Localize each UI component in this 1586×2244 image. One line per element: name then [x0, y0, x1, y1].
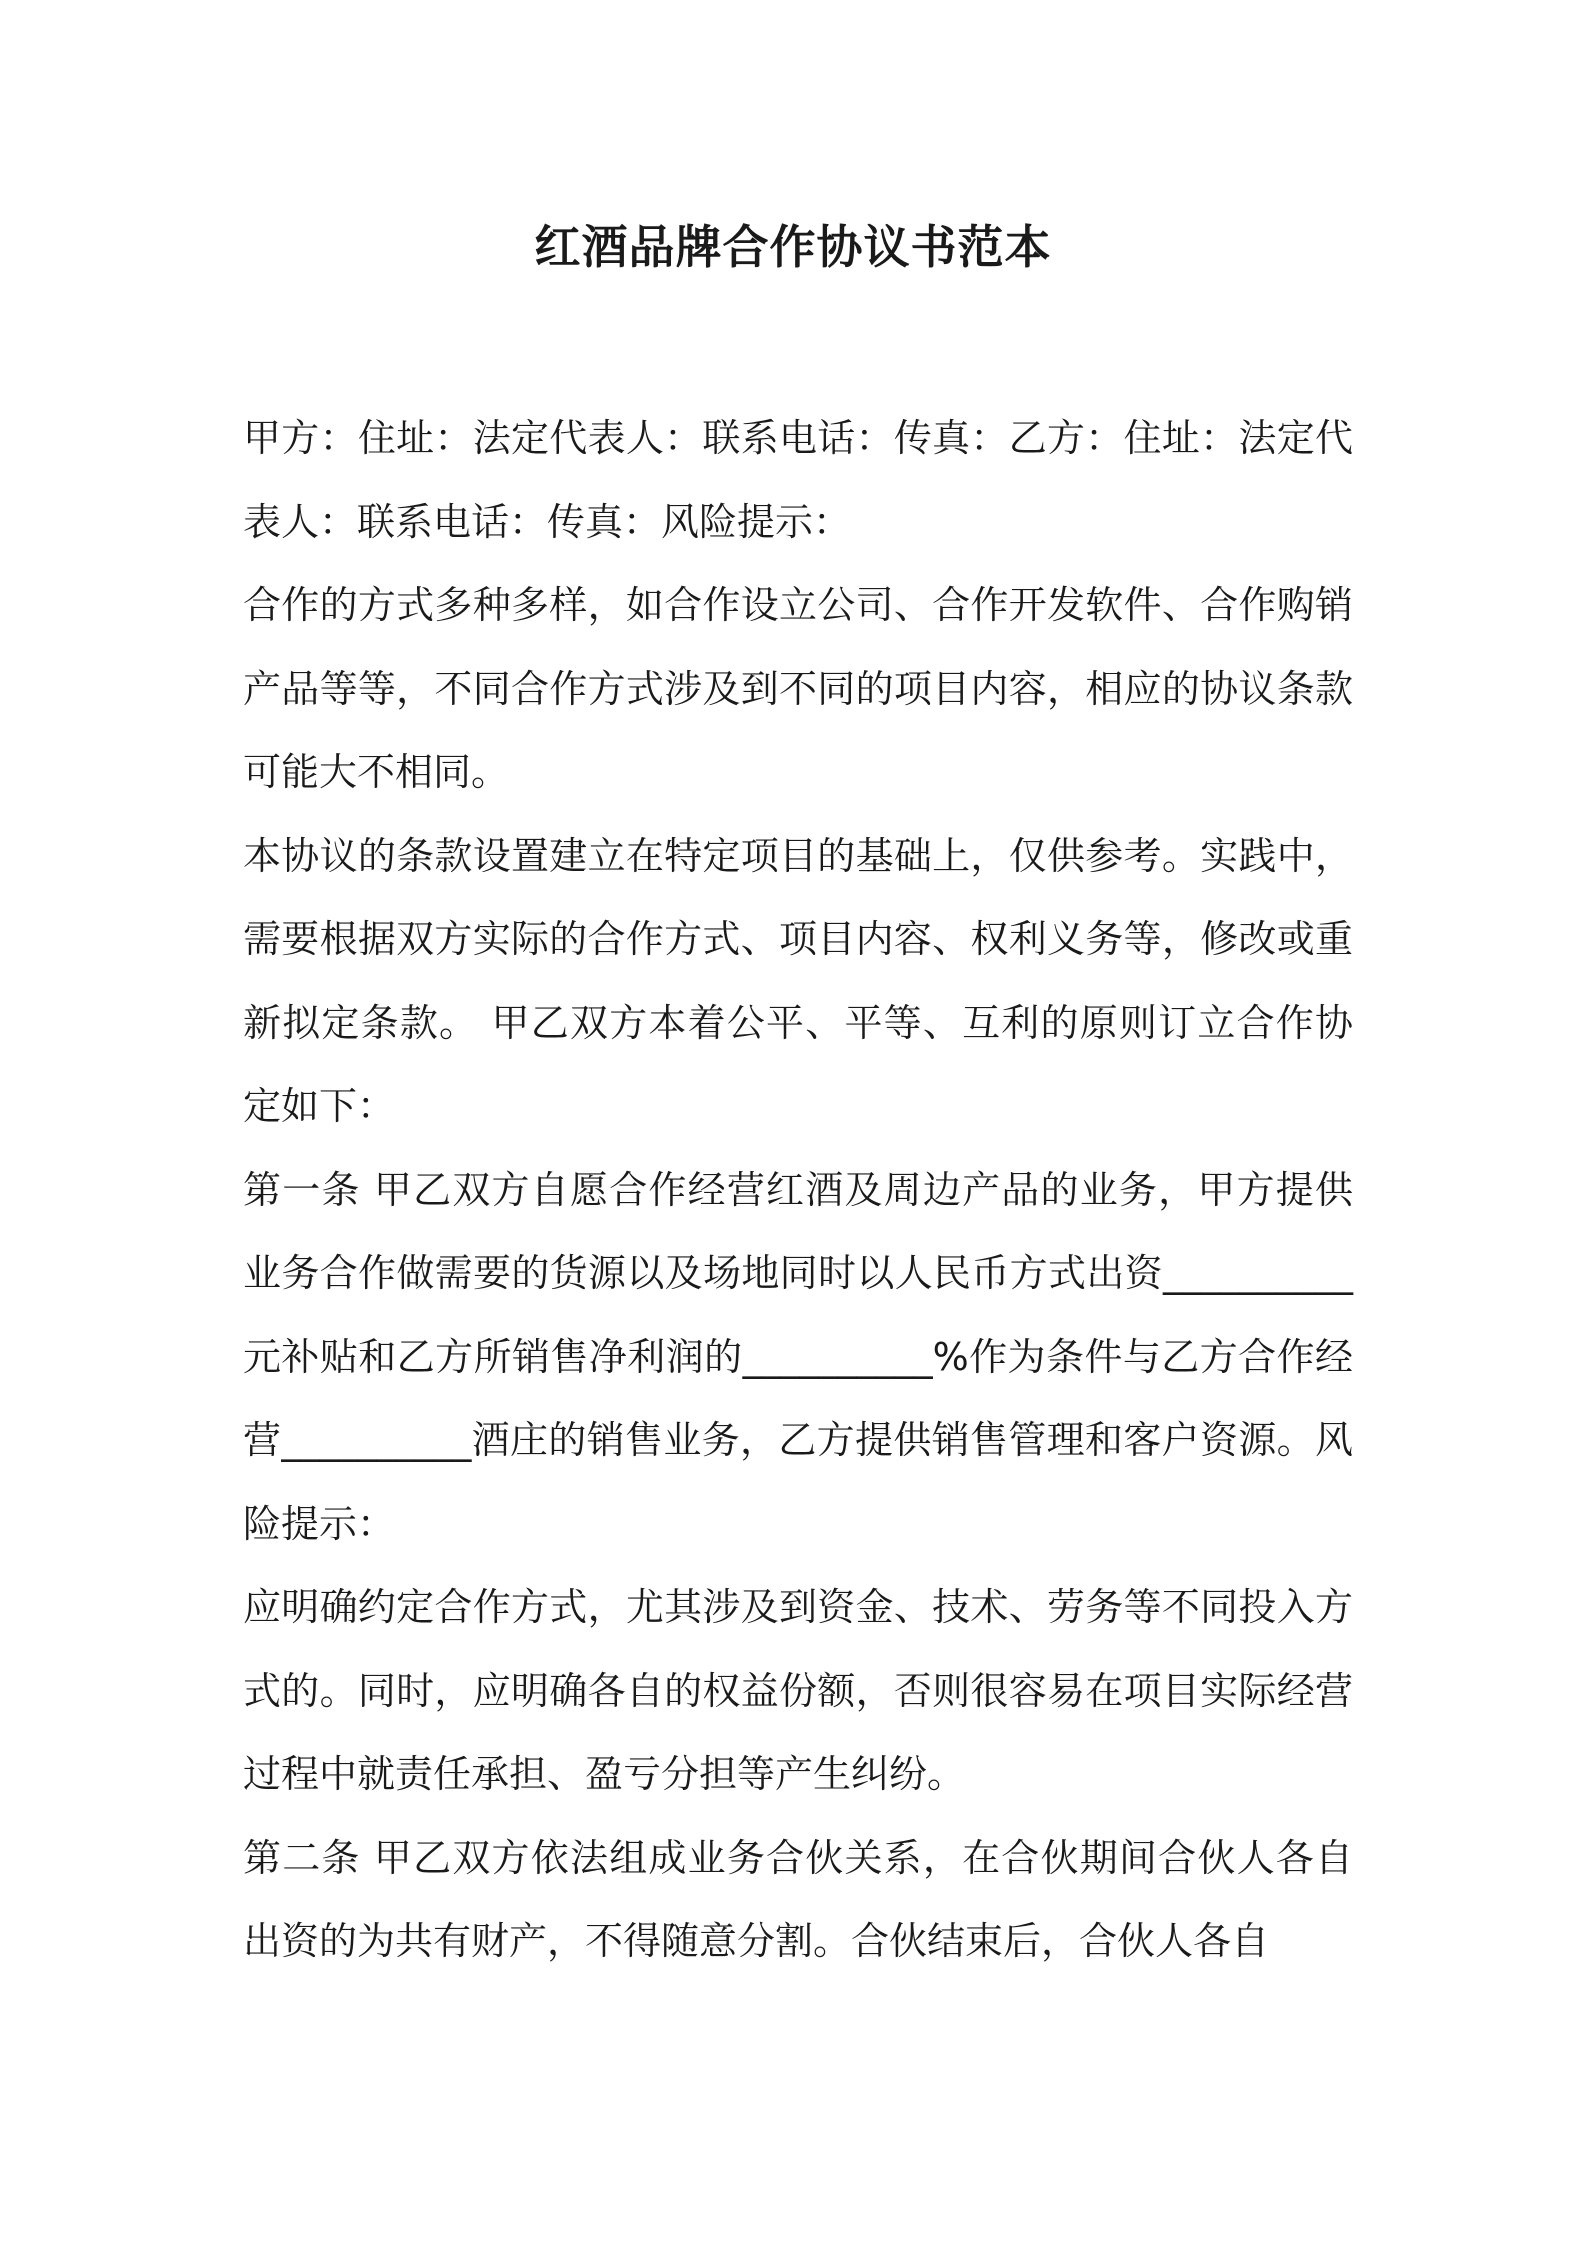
paragraph-parties: 甲方：住址：法定代表人：联系电话：传真：乙方：住址：法定代表人：联系电话：传真：风险提示： [243, 416, 1353, 544]
paragraph-article-1: 第一条 甲乙双方自愿合作经营红酒及周边产品的业务，甲方提供业务合作做需要的货源以及场地同时以人民币方式出资__________元补贴和乙方所销售净利润的__________%作为条件与乙方合作经营__________酒庄的销售业务，乙方提供销售管理和客户资源。风险提示： [243, 1167, 1353, 1546]
document-title: 红酒品牌合作协议书范本 [534, 220, 1052, 274]
paragraph-cooperation-methods: 合作的方式多种多样，如合作设立公司、合作开发软件、合作购销产品等等，不同合作方式涉及到不同的项目内容，相应的协议条款可能大不相同。 [243, 583, 1353, 794]
paragraph-preamble: 本协议的条款设置建立在特定项目的基础上，仅供参考。实践中，需要根据双方实际的合作方式、项目内容、权利义务等，修改或重新拟定条款。 甲乙双方本着公平、平等、互利的原则订立合作协定如下： [243, 833, 1353, 1128]
paragraph-risk-note: 应明确约定合作方式，尤其涉及到资金、技术、劳务等不同投入方式的。同时，应明确各自的权益份额，否则很容易在项目实际经营过程中就责任承担、盈亏分担等产生纠纷。 [243, 1585, 1353, 1796]
document-body [243, 397, 1353, 1984]
paragraph-article-2: 第二条 甲乙双方依法组成业务合伙关系，在合伙期间合伙人各自出资的为共有财产，不得随意分割。合伙结束后，合伙人各自 [243, 1835, 1353, 1963]
